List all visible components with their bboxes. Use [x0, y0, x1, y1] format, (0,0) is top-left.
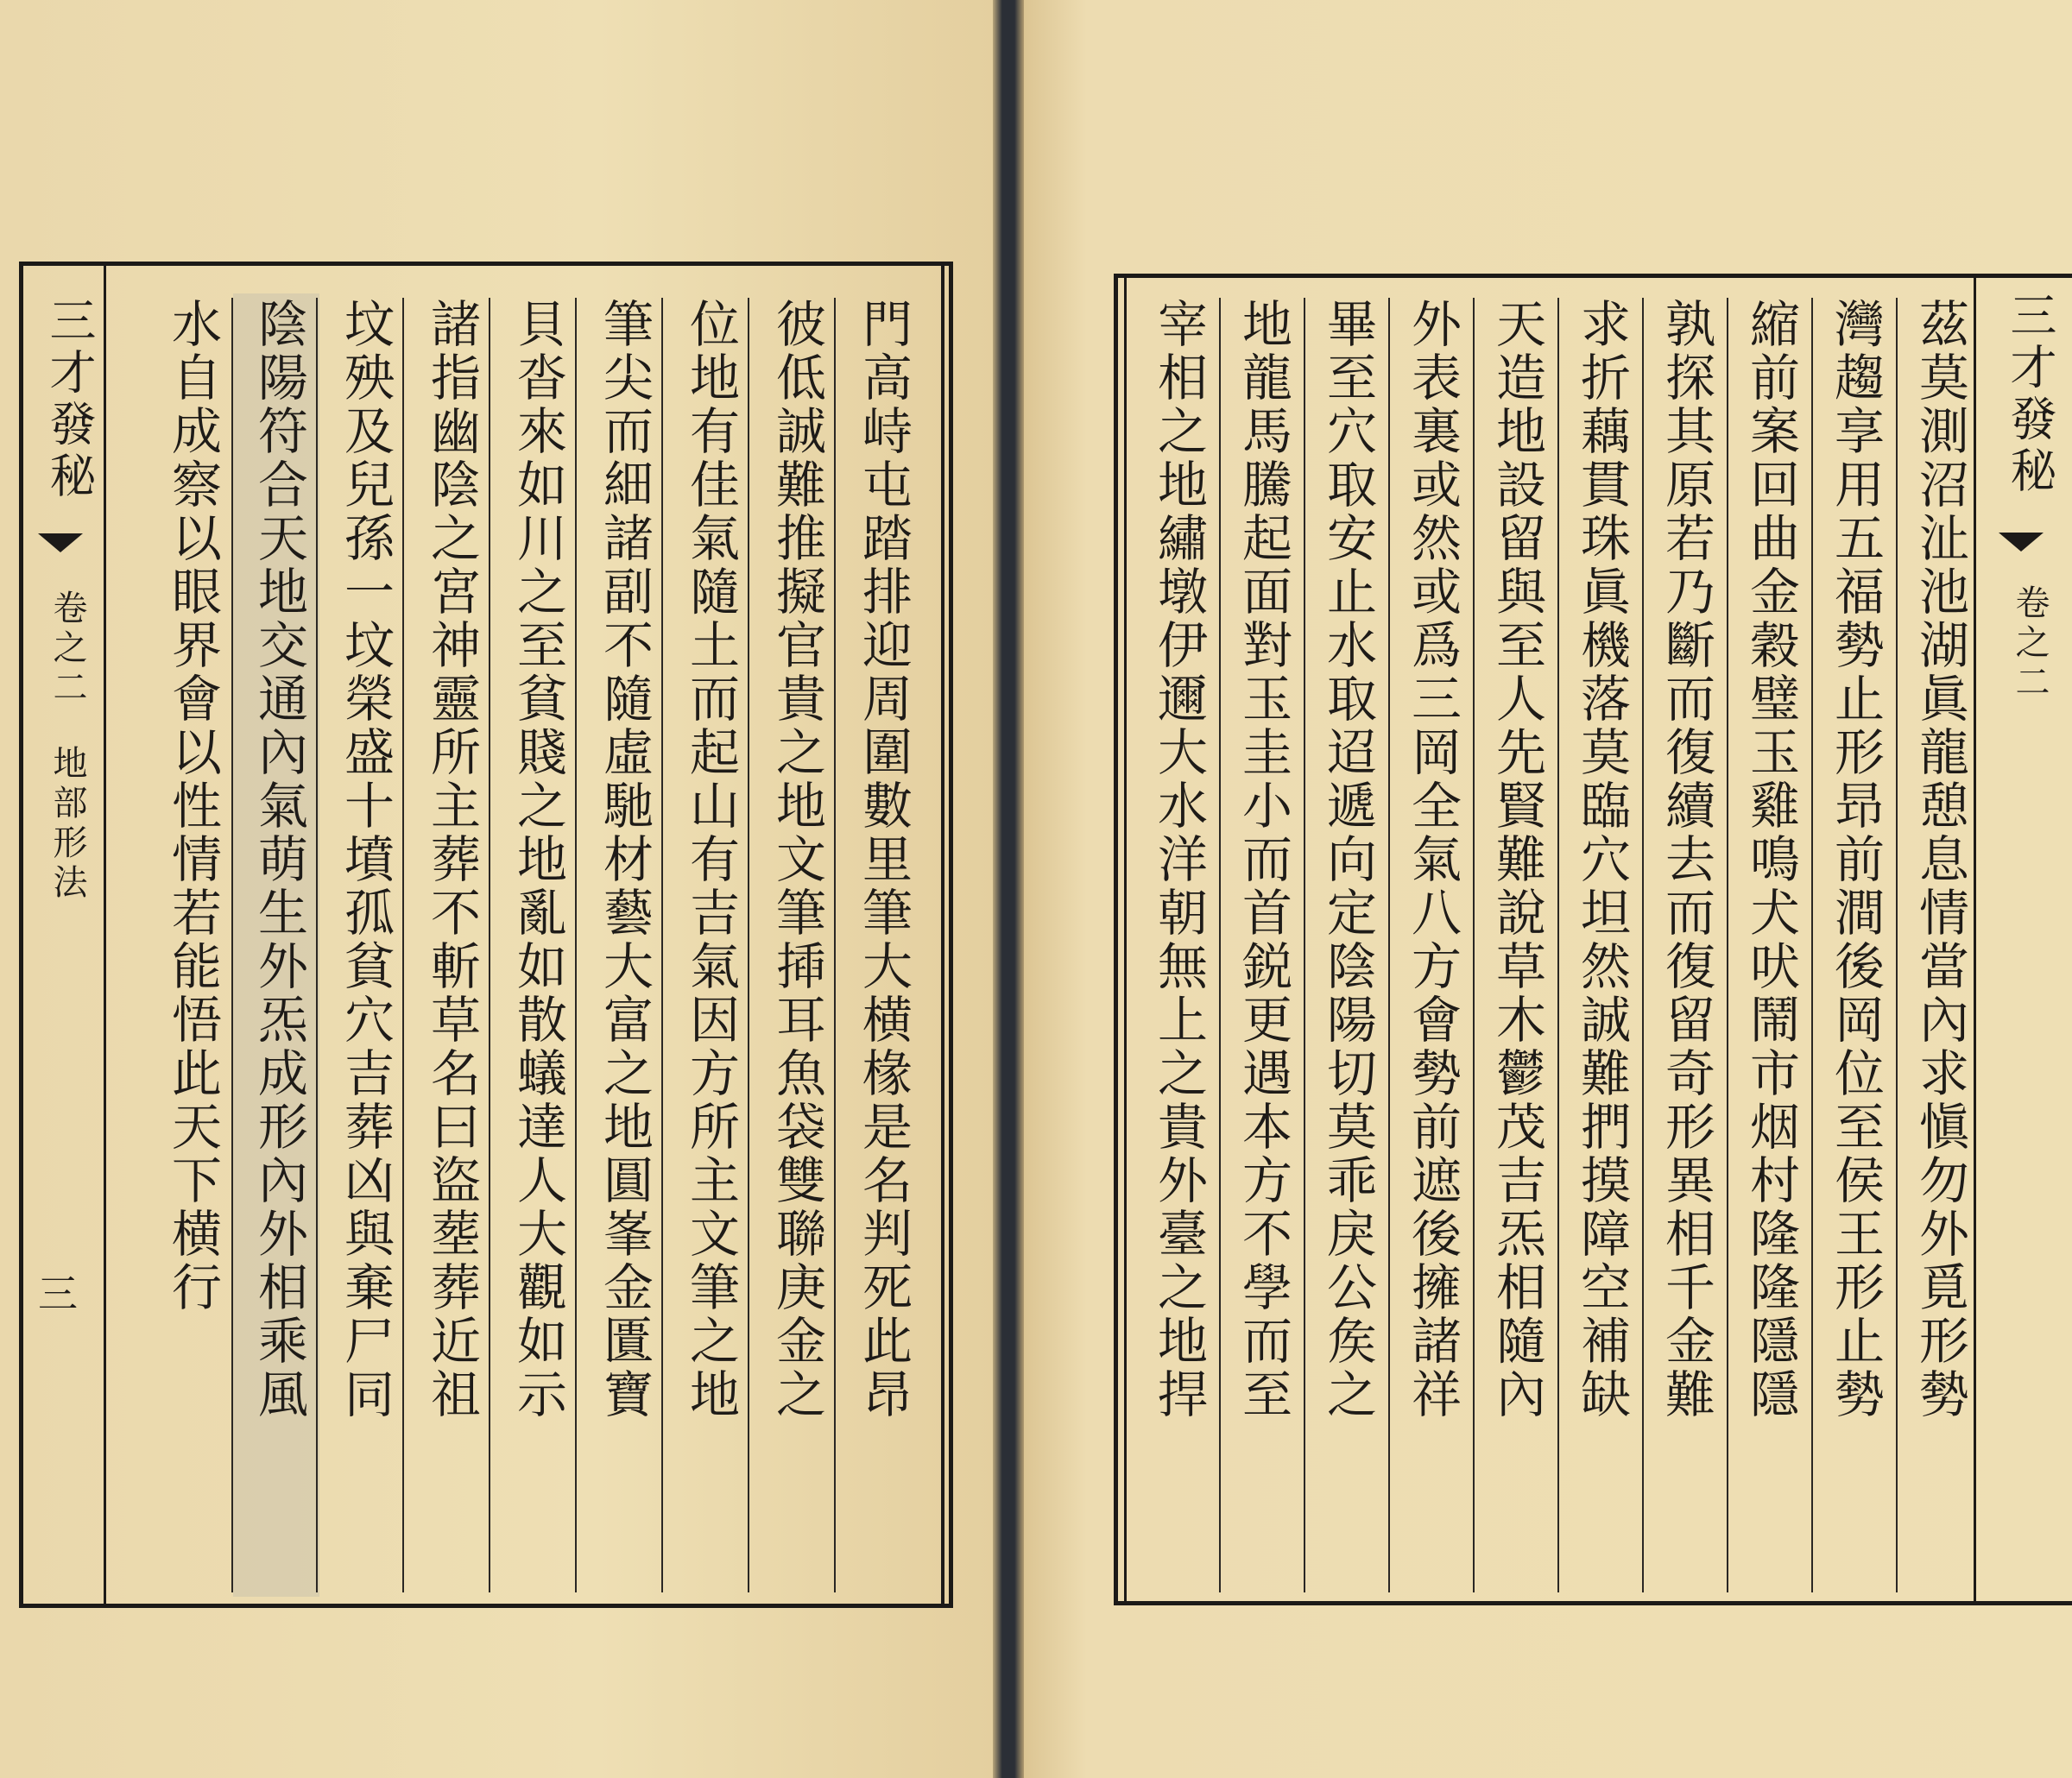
- fish-tail-mark: [1999, 533, 2044, 552]
- text-column: 宰相之地繡墩伊邇大水洋朝無上之貴外臺之地捍: [1149, 298, 1208, 1422]
- left-banxin: [19, 262, 106, 1608]
- col-divider: [834, 298, 836, 1592]
- text-column: 位地有佳氣隨土而起山有吉氣因方所主文筆之地: [681, 298, 740, 1422]
- text-column: 水自成察以眼界會以性情若能悟此天下横行: [163, 298, 222, 1315]
- col-divider: [1473, 298, 1475, 1592]
- text-column: 灣趨享用五福勢止形昻前澗後岡位至侯王形止勢: [1826, 298, 1885, 1422]
- banxin-page-number: 三: [38, 1270, 78, 1317]
- right-inner-rule: [1124, 274, 1127, 1605]
- text-column: 外表裏或然或爲三岡全氣八方會勢前遮後擁諸祥: [1403, 298, 1462, 1422]
- text-column: 畢至穴取安止水取迢遞向定陰陽切莫乖戾公矦之: [1318, 298, 1377, 1422]
- col-divider: [1219, 298, 1221, 1592]
- banxin-juan: 卷之二: [47, 590, 87, 709]
- col-divider: [489, 298, 490, 1592]
- text-column: 諸指幽陰之宮神靈所主葬不斬草名曰盜塟葬近祖: [422, 298, 481, 1422]
- text-column: 坟殃及兒孫一坟榮盛十墳孤貧穴吉葬凶與棄尸同: [336, 298, 395, 1422]
- banxin-juan: 卷之二: [2010, 584, 2050, 703]
- text-column: 門高峙屯踏排迎周圍數里筆大横椽是名判死此昂: [854, 298, 913, 1422]
- col-divider: [402, 298, 404, 1592]
- col-divider: [1727, 298, 1728, 1592]
- book-gutter: [993, 0, 1024, 1778]
- col-divider: [748, 298, 749, 1592]
- fish-tail-mark: [38, 533, 83, 552]
- text-column: 彼低誠難推擬官貴之地文筆揷耳魚袋雙聯庚金之: [768, 298, 826, 1422]
- text-column: 地龍馬騰起面對玉圭小而首鋭更遇本方不學而至: [1234, 298, 1292, 1422]
- left-inner-rule: [941, 262, 944, 1608]
- left-page: [0, 0, 996, 1778]
- text-column: 天造地設留與至人先賢難說草木鬱茂吉炁相隨內: [1488, 298, 1546, 1422]
- col-divider: [231, 298, 233, 1592]
- col-divider: [575, 298, 577, 1592]
- col-divider: [1304, 298, 1305, 1592]
- text-column: 貝沓來如川之至貧賤之地亂如散蟻達人大觀如示: [509, 298, 567, 1422]
- banxin-section: 地部形法: [47, 745, 87, 904]
- col-divider: [1642, 298, 1644, 1592]
- text-column: 陰陽符合天地交通內氣萌生外炁成形內外相乘風: [250, 298, 308, 1422]
- banxin-title: 三才發秘: [42, 296, 97, 503]
- col-divider: [1388, 298, 1390, 1592]
- banxin-title: 三才發秘: [2003, 291, 2057, 498]
- text-column: 孰探其原若乃斷而復續去而復留奇形異相千金難: [1657, 298, 1715, 1422]
- col-divider: [1557, 298, 1559, 1592]
- col-divider: [316, 298, 318, 1592]
- text-column: 茲莫測沼沚池湖眞龍憩息情當內求愼勿外覓形勢: [1911, 298, 1969, 1422]
- col-divider: [661, 298, 663, 1592]
- text-column: 筆尖而細諸副不隨虛馳材藝大富之地圓峯金匱寶: [595, 298, 654, 1422]
- col-divider: [1896, 298, 1898, 1592]
- text-column: 縮前案回曲金穀璧玉雞鳴犬吠鬧市烟村隆隆隱隱: [1741, 298, 1800, 1422]
- right-banxin: [1974, 274, 2072, 1605]
- right-page: [1024, 0, 2072, 1778]
- col-divider: [1811, 298, 1813, 1592]
- text-column: 求折藕貫珠眞機落莫臨穴坦然誠難捫摸障空補缺: [1572, 298, 1631, 1422]
